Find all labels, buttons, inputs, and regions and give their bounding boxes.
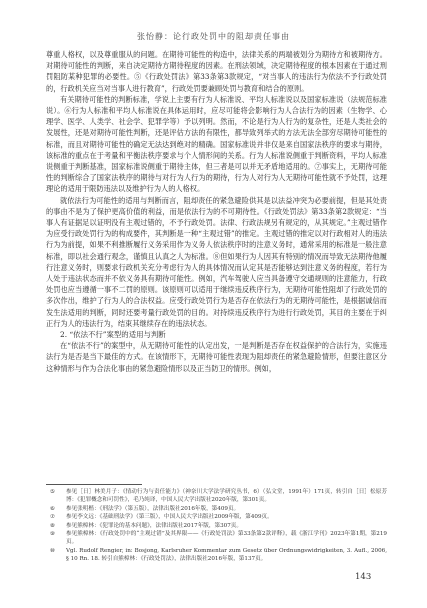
section-heading: 2. “依法不行”案型的适用与判断 (60, 330, 166, 340)
footnote-mark: ⑨ (50, 531, 56, 538)
running-header: 张怡静：论行政处罚中的阻却责任事由 (137, 32, 290, 41)
footnote-text: 参见李文远：《基础刑法学》（第三版），中国人民大学出版社2009年版，第409页。 (66, 514, 273, 521)
footnote-mark: ⑥ (50, 505, 56, 512)
footnote-divider (46, 484, 142, 485)
footnote (46, 505, 387, 513)
footnote-text: 参见张明楷：《刑法学》（第五版），法律出版社2016年版，第409页。 (66, 505, 240, 512)
footnote (46, 513, 387, 521)
paragraph: 就依法行为可能性的适用与判断而言，阻却责任的紧急避险供其是以法益冲突为必要前提，但是其处责的事由不是为了保护更高价值的利益，而是依法行为的不可期待性。《行政处罚法》第33条第2款规定：“当事人有证据足以证明没有主观过错的，不予行政处罚。法律、行政法规另有规定的，从其规定。”主观过错作为应受行政处罚行为的构成要件，其判断是一种“主观过错”的推定。主观过错的推定以对行政相对人的违法行为为前提，如果不利推断履行义务采用作为义务人依法秩序时的注意义务时，通常采用的标准是一般注意标准，即以社会通行观念，谨慎且认真之人为标准。⑧但如果行为人因其有特别的情况而导致无法期待他履行注意义务时，则要求行政机关充分考虑行为人的具体情况而认定其是否能够达到注意义务的程度，若行为人处于违法状态而并不依义务具有期待可能性。例如，汽车驾驶人应当具备遵守交通规则的注意能力，行政处罚也应当遵循一事不二罚的原则。该原则可以适用于继续违反秩序行为，无期待可能性阻却了行政处罚的多次作出，维护了行为人的合法权益。应受行政处罚行为是否存在依法行为的无期待可能性，是根据诚信而发生法适用的判断，同时还要考量行政处罚的目的。对持续违反秩序行为进行行政处罚，其目的主要在于纠正行为人的违法行为，结束其继续存在的违法状态。 (46, 195, 387, 328)
footnote-mark: ⑩ (50, 547, 56, 554)
paragraph: 在“依法不行”的案型中，从无期待可能性的认定出发，一是判断是否存在权益保护的合法行为，实施违法行为是否是当下最佳的方式。在该情形下，无期待可能性表现为阻却责任的紧急避险情形，但要注意区分这种情形与作为合法化事由的紧急避险情形以及正当防卫的情形。例如， (46, 341, 387, 373)
footnote (46, 522, 387, 530)
footnote (46, 488, 387, 505)
footnote-mark: ⑧ (50, 522, 56, 529)
footnote-text: Vgl. Rudolf Rengier, in: Bosjong, Karlsruher Kommentar zum Gesetz über Ordnungswidrigkeiten, 3. Aufl., 2006, § 10 Rn. 18. 转引自熊樟林：《行政处罚法》，法律出版社2016年版，第137页。 (66, 547, 387, 563)
footnote-mark: ⑦ (50, 514, 56, 521)
footnotes (46, 488, 387, 564)
body-text (46, 49, 387, 374)
footnote-text: 参见［日］林美月子：《情动行为与责任能力》（神奈川大学法学研究丛书，6）（弘文堂，1991年）171页，转引自［日］松原芳博：《犯罪概念和可罚性》，毛乃纯译，中国人民大学出版社2020年版，第301页。 (66, 489, 387, 504)
paragraph: 尊重人格权，以及尊重服从的问题。在期待可能性的构造中，法律关系的两端被划分为期待方和被期待方。对期待可能性的判断，来自决定期待方期待程度的因素。在刑法领域，决定期待程度的根本因素在于通过刑罚阻防某种犯罪的必要性。⑤《行政处罚法》第33条第3款规定，“对当事人的违法行为依法不予行政处罚的，行政机关应当对当事人进行教育”，行政处罚要兼顾处罚与教育和结合的原则。 (46, 50, 387, 93)
footnote (46, 547, 387, 564)
footnote-text: 参见熊樟林：《犯罪论的基本问题》，法律出版社2017年版，第307页。 (66, 522, 242, 529)
paragraph: 有关期待可能性的判断标准，学说上主要有行为人标准说、平均人标准说以及国家标准说（法规范标准说）。⑥行为人标准和平均人标准说在具体运用时，应尽可能将会影响行为人合法行为的因素（生物学、心理学、医学、人类学、社会学、犯罪学等）予以列明。然而，不论是行为人行为的复杂性，还是人类社会的发展性，还是对期待可能性判断，还是评估方法的有限性，都导致列举式的方法无法全部穷尽期待可能性的标准，而且对期待可能性的确定无法达到绝对的精确。国家标准说并非仅是来自国家法秩序的要求与期待，该标准的重点在于考量和平衡法秩序要求与个人情形间的关系。行为人标准说侧重于判断资料，平均人标准说侧重于判断基准，国家标准说侧重于期待主体，但三者是可以并无矛盾地适用的。⑦事实上，无期待可能性的判断综合了国家法秩序的期待与对行为人行为的期待，行为人对行为人无期待可能性就不予处罚，这理理论的适用于限防违法以及维护行为人的人格权。 (46, 94, 387, 194)
footnote (46, 530, 387, 547)
page-number: 143 (355, 572, 372, 582)
footnote-mark: ⑤ (50, 489, 56, 495)
footnote-text: 参见熊樟林：《行政处罚中的“主观过错”及其界限——《行政处罚法》第33条第2款评释》，载《浙江学刊》2023年第1期，第219页。 (66, 531, 387, 546)
